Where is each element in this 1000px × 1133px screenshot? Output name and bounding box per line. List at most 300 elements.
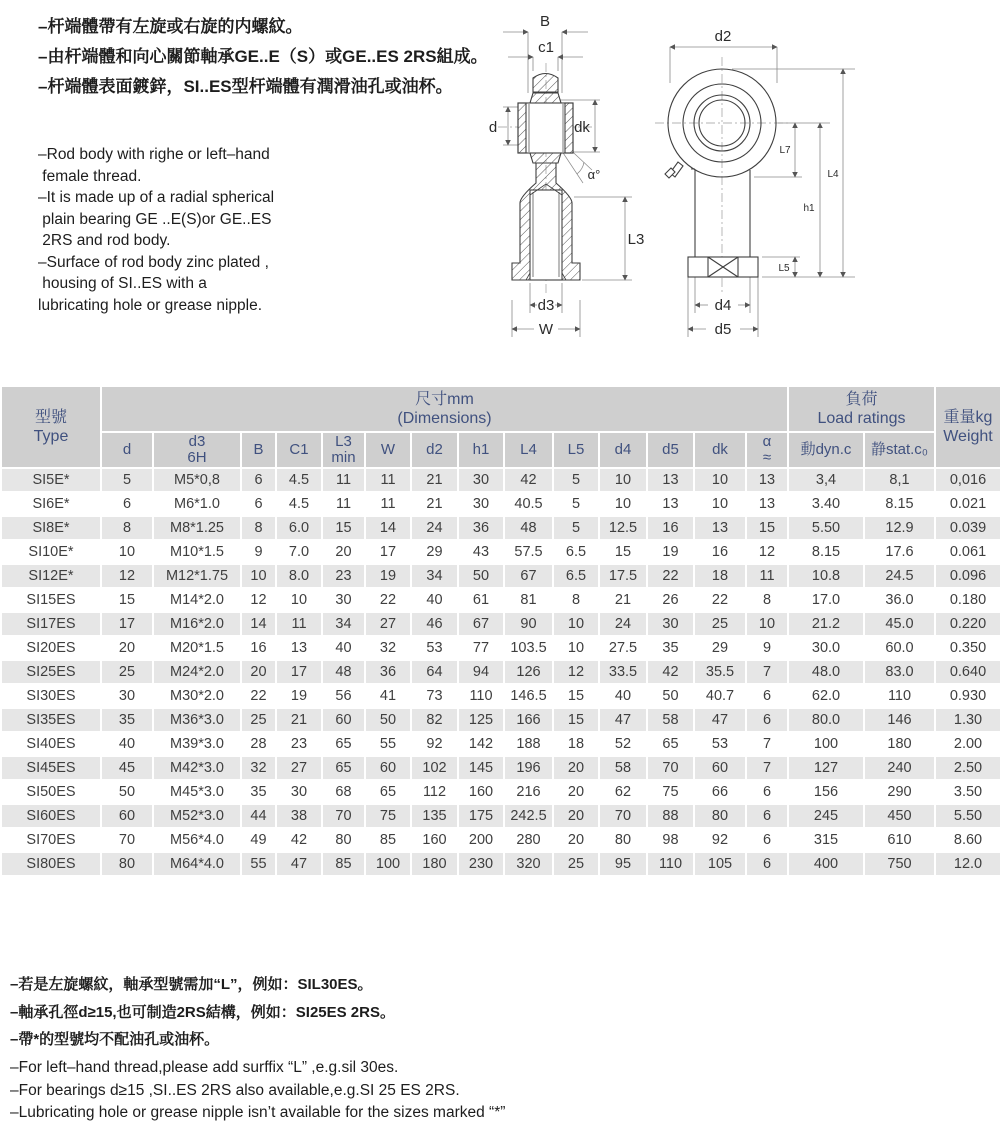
value-cell: 56 (322, 684, 365, 708)
header-dims-zh: 尺寸mm (415, 391, 474, 408)
intro-zh-line: –杆端體表面鍍鋅，SI..ES型杆端體有潤滑油孔或油杯。 (38, 77, 453, 96)
intro-en-line: –Rod body with righe or left–hand (38, 146, 270, 163)
type-cell: SI40ES (1, 732, 101, 756)
value-cell: 17.6 (864, 540, 935, 564)
type-cell: SI80ES (1, 852, 101, 876)
header-dim-W: W (365, 432, 411, 468)
value-cell: 30 (322, 588, 365, 612)
value-cell: 40.7 (694, 684, 746, 708)
value-cell: 28 (241, 732, 276, 756)
intro-en-line: plain bearing GE ..E(S)or GE..ES (38, 210, 272, 228)
value-cell: 22 (694, 588, 746, 612)
type-cell: SI12E* (1, 564, 101, 588)
type-cell: SI15ES (1, 588, 101, 612)
value-cell: 240 (864, 756, 935, 780)
table-row (1, 852, 1000, 876)
value-cell: 146 (864, 708, 935, 732)
value-cell: 35 (241, 780, 276, 804)
header-dim-L5: L5 (553, 432, 599, 468)
intro-en-line: lubricating hole or grease nipple. (38, 296, 263, 314)
value-cell: 13 (694, 516, 746, 540)
value-cell: 15 (599, 540, 647, 564)
value-cell: 22 (647, 564, 694, 588)
header-type-zh: 型號 (34, 409, 67, 426)
value-cell: M24*2.0 (153, 660, 241, 684)
value-cell: 0.640 (935, 660, 1000, 684)
value-cell: 92 (694, 828, 746, 852)
value-cell: 36 (458, 516, 504, 540)
value-cell: 156 (788, 780, 864, 804)
value-cell: 6.5 (553, 540, 599, 564)
value-cell: 25 (101, 660, 153, 684)
table-row (1, 804, 1000, 828)
value-cell: 230 (458, 852, 504, 876)
value-cell: 42 (276, 828, 322, 852)
value-cell: 80 (599, 828, 647, 852)
table-row (1, 468, 1000, 492)
intro-english-block (38, 144, 274, 316)
value-cell: 0.039 (935, 516, 1000, 540)
value-cell: 9 (746, 636, 788, 660)
value-cell: 180 (411, 852, 458, 876)
dim-label-alpha: α° (587, 167, 601, 182)
value-cell: 66 (694, 780, 746, 804)
value-cell: 11 (322, 492, 365, 516)
value-cell: 47 (276, 852, 322, 876)
value-cell: 20 (322, 540, 365, 564)
dim-label-d3: d3 (537, 297, 555, 314)
value-cell: 25 (694, 612, 746, 636)
bore-circle (699, 100, 745, 146)
value-cell: 17.0 (788, 588, 864, 612)
value-cell: 64 (411, 660, 458, 684)
value-cell: 53 (694, 732, 746, 756)
type-cell: SI6E* (1, 492, 101, 516)
value-cell: 7 (746, 660, 788, 684)
value-cell: 44 (241, 804, 276, 828)
value-cell: 216 (504, 780, 553, 804)
value-cell: 30 (101, 684, 153, 708)
value-cell: 15 (553, 684, 599, 708)
value-cell: 92 (411, 732, 458, 756)
header-dim-L3: L3 min (322, 432, 365, 468)
value-cell: 13 (746, 468, 788, 492)
value-cell: 70 (322, 804, 365, 828)
header-dim-d4: d4 (599, 432, 647, 468)
table-row (1, 756, 1000, 780)
value-cell: M30*2.0 (153, 684, 241, 708)
header-type-en: Type (33, 428, 69, 445)
header-dimensions (101, 386, 788, 432)
value-cell: M52*3.0 (153, 804, 241, 828)
value-cell: M45*3.0 (153, 780, 241, 804)
value-cell: 5.50 (935, 804, 1000, 828)
value-cell: 67 (504, 564, 553, 588)
value-cell: M64*4.0 (153, 852, 241, 876)
type-cell: SI50ES (1, 780, 101, 804)
header-load-col-1: 静stat.c₀ (864, 432, 935, 468)
value-cell: 7 (746, 732, 788, 756)
value-cell: 22 (365, 588, 411, 612)
intro-zh-line: –杆端體帶有左旋或右旋的内螺紋。 (38, 17, 303, 36)
value-cell: 112 (411, 780, 458, 804)
type-cell: SI45ES (1, 756, 101, 780)
header-dim-C1: C1 (276, 432, 322, 468)
value-cell: 98 (647, 828, 694, 852)
value-cell: 30 (458, 468, 504, 492)
value-cell: M36*3.0 (153, 708, 241, 732)
value-cell: 4.5 (276, 492, 322, 516)
type-cell: SI17ES (1, 612, 101, 636)
value-cell: 67 (458, 612, 504, 636)
value-cell: 19 (276, 684, 322, 708)
notes-chinese-block (10, 971, 395, 1054)
value-cell: M39*3.0 (153, 732, 241, 756)
header-dim-dk: dk (694, 432, 746, 468)
value-cell: 50 (101, 780, 153, 804)
value-cell: 8 (241, 516, 276, 540)
type-cell: SI35ES (1, 708, 101, 732)
value-cell: 0.021 (935, 492, 1000, 516)
value-cell: 0.350 (935, 636, 1000, 660)
type-cell: SI25ES (1, 660, 101, 684)
header-dim-d3: d3 6H (153, 432, 241, 468)
value-cell: 4.5 (276, 468, 322, 492)
value-cell: 32 (365, 636, 411, 660)
header-dim-d2: d2 (411, 432, 458, 468)
value-cell: 450 (864, 804, 935, 828)
value-cell: 320 (504, 852, 553, 876)
value-cell: 5 (553, 516, 599, 540)
value-cell: 36 (365, 660, 411, 684)
value-cell: M5*0,8 (153, 468, 241, 492)
value-cell: 10 (553, 612, 599, 636)
dim-label-W: W (538, 321, 554, 338)
header-type (1, 386, 101, 468)
value-cell: 6 (241, 492, 276, 516)
value-cell: 11 (365, 468, 411, 492)
value-cell: 70 (647, 756, 694, 780)
dim-label-d4: d4 (714, 297, 732, 314)
value-cell: 146.5 (504, 684, 553, 708)
type-cell: SI5E* (1, 468, 101, 492)
value-cell: 110 (864, 684, 935, 708)
value-cell: 53 (411, 636, 458, 660)
value-cell: 8,1 (864, 468, 935, 492)
value-cell: 5 (553, 468, 599, 492)
table-row (1, 684, 1000, 708)
value-cell: 1.30 (935, 708, 1000, 732)
value-cell: 11 (322, 468, 365, 492)
value-cell: 10 (553, 636, 599, 660)
value-cell: 60 (322, 708, 365, 732)
value-cell: 65 (365, 780, 411, 804)
header-weight (935, 386, 1000, 468)
value-cell: 9 (241, 540, 276, 564)
value-cell: 610 (864, 828, 935, 852)
value-cell: 80 (322, 828, 365, 852)
table-row (1, 492, 1000, 516)
value-cell: 142 (458, 732, 504, 756)
intro-en-line: –Surface of rod body zinc plated , (38, 253, 269, 271)
value-cell: 24 (599, 612, 647, 636)
value-cell: 13 (647, 468, 694, 492)
header-dim-d: d (101, 432, 153, 468)
value-cell: 12 (746, 540, 788, 564)
value-cell: 48.0 (788, 660, 864, 684)
intro-chinese-block (38, 12, 488, 102)
value-cell: 60 (101, 804, 153, 828)
value-cell: 6.0 (276, 516, 322, 540)
value-cell: 10.8 (788, 564, 864, 588)
dim-label-c1: c1 (538, 39, 554, 56)
value-cell: 6 (241, 468, 276, 492)
value-cell: 58 (647, 708, 694, 732)
value-cell: 70 (101, 828, 153, 852)
type-cell: SI20ES (1, 636, 101, 660)
value-cell: 70 (599, 804, 647, 828)
value-cell: 30 (458, 492, 504, 516)
value-cell: 6 (746, 852, 788, 876)
value-cell: 58 (599, 756, 647, 780)
value-cell: 0.220 (935, 612, 1000, 636)
header-dims-en: (Dimensions) (397, 410, 492, 427)
value-cell: 94 (458, 660, 504, 684)
value-cell: 10 (746, 612, 788, 636)
value-cell: 81 (504, 588, 553, 612)
table-row (1, 828, 1000, 852)
value-cell: 15 (101, 588, 153, 612)
header-load-ratings (788, 386, 935, 432)
value-cell: 42 (647, 660, 694, 684)
value-cell: 22 (241, 684, 276, 708)
value-cell: 13 (276, 636, 322, 660)
value-cell: 40 (101, 732, 153, 756)
value-cell: 127 (788, 756, 864, 780)
grease-nipple (665, 162, 683, 178)
value-cell: 38 (276, 804, 322, 828)
value-cell: 3.50 (935, 780, 1000, 804)
side-dim-lines (503, 32, 632, 337)
value-cell: 18 (694, 564, 746, 588)
header-dim-h1: h1 (458, 432, 504, 468)
value-cell: 27 (365, 612, 411, 636)
value-cell: 200 (458, 828, 504, 852)
value-cell: 23 (276, 732, 322, 756)
header-weight-zh: 重量kg (943, 409, 993, 426)
value-cell: 7 (746, 756, 788, 780)
value-cell: 5.50 (788, 516, 864, 540)
value-cell: 16 (647, 516, 694, 540)
table-row (1, 732, 1000, 756)
value-cell: 20 (101, 636, 153, 660)
header-dim-d5: d5 (647, 432, 694, 468)
value-cell: 242.5 (504, 804, 553, 828)
side-view-drawing (480, 5, 660, 350)
value-cell: 83.0 (864, 660, 935, 684)
value-cell: 49 (241, 828, 276, 852)
value-cell: 6 (746, 780, 788, 804)
value-cell: 12 (101, 564, 153, 588)
notes-zh-line: –若是左旋螺紋，軸承型號需加“L”，例如：SIL30ES。 (10, 976, 373, 993)
header-load-en: Load ratings (817, 410, 906, 427)
value-cell: 11 (276, 612, 322, 636)
value-cell: 19 (365, 564, 411, 588)
table-row (1, 588, 1000, 612)
value-cell: 25 (241, 708, 276, 732)
value-cell: 10 (599, 492, 647, 516)
value-cell: 60 (365, 756, 411, 780)
header-dim-alpha: α ≈ (746, 432, 788, 468)
value-cell: 10 (694, 468, 746, 492)
notes-en-line: –For left–hand thread,please add surffix “L” ,e.g.sil 30es. (10, 1059, 399, 1076)
value-cell: 8.15 (864, 492, 935, 516)
value-cell: 23 (322, 564, 365, 588)
value-cell: 2.50 (935, 756, 1000, 780)
value-cell: 15 (553, 708, 599, 732)
notes-english-block (10, 1057, 505, 1125)
value-cell: 6 (746, 804, 788, 828)
header-load-col-0: 動dyn.c (788, 432, 864, 468)
value-cell: 32 (241, 756, 276, 780)
value-cell: 77 (458, 636, 504, 660)
value-cell: 10 (101, 540, 153, 564)
value-cell: 6 (746, 828, 788, 852)
header-weight-en: Weight (943, 428, 993, 445)
notes-zh-line: –軸承孔徑d≥15,也可制造2RS結構，例如：SI25ES 2RS。 (10, 1003, 395, 1021)
value-cell: 5 (101, 468, 153, 492)
value-cell: 85 (322, 852, 365, 876)
value-cell: 7.0 (276, 540, 322, 564)
value-cell: 88 (647, 804, 694, 828)
value-cell: 13 (746, 492, 788, 516)
intro-en-line: 2RS and rod body. (38, 232, 171, 249)
value-cell: 43 (458, 540, 504, 564)
dim-label-d: d (488, 119, 498, 136)
value-cell: 21 (276, 708, 322, 732)
value-cell: 0.930 (935, 684, 1000, 708)
table-body (1, 468, 1000, 876)
type-cell: SI30ES (1, 684, 101, 708)
dim-label-B: B (539, 13, 551, 30)
value-cell: 3.40 (788, 492, 864, 516)
value-cell: M16*2.0 (153, 612, 241, 636)
notes-en-line: –Lubricating hole or grease nipple isn’t available for the sizes marked “*” (10, 1104, 506, 1121)
value-cell: 12.9 (864, 516, 935, 540)
value-cell: 27.5 (599, 636, 647, 660)
value-cell: 20 (553, 756, 599, 780)
value-cell: 21.2 (788, 612, 864, 636)
value-cell: 160 (458, 780, 504, 804)
dim-label-dk: dk (574, 119, 590, 136)
value-cell: 68 (322, 780, 365, 804)
intro-en-line: female thread. (38, 167, 142, 185)
value-cell: 105 (694, 852, 746, 876)
value-cell: 160 (411, 828, 458, 852)
value-cell: 0,016 (935, 468, 1000, 492)
dim-label-L5: L5 (778, 263, 790, 274)
value-cell: 135 (411, 804, 458, 828)
value-cell: 8.15 (788, 540, 864, 564)
value-cell: 45 (101, 756, 153, 780)
value-cell: 10 (694, 492, 746, 516)
intro-zh-line: –由杆端體和向心關節軸承GE..E（S）或GE..ES 2RS組成。 (38, 47, 488, 66)
value-cell: 50 (458, 564, 504, 588)
notes-zh-line: –帶*的型號均不配油孔或油杯。 (10, 1031, 220, 1048)
value-cell: 188 (504, 732, 553, 756)
value-cell: 40 (599, 684, 647, 708)
value-cell: 55 (365, 732, 411, 756)
value-cell: 100 (788, 732, 864, 756)
value-cell: 36.0 (864, 588, 935, 612)
table-header (1, 386, 1000, 468)
value-cell: 166 (504, 708, 553, 732)
value-cell: 15 (746, 516, 788, 540)
value-cell: 17 (365, 540, 411, 564)
dimensions-table-wrap (0, 385, 1000, 877)
value-cell: 6 (746, 708, 788, 732)
value-cell: 65 (322, 732, 365, 756)
value-cell: 24.5 (864, 564, 935, 588)
value-cell: 20 (553, 780, 599, 804)
header-load-zh: 負荷 (845, 391, 878, 408)
value-cell: 400 (788, 852, 864, 876)
value-cell: 8 (553, 588, 599, 612)
value-cell: 62.0 (788, 684, 864, 708)
value-cell: 110 (458, 684, 504, 708)
value-cell: 52 (599, 732, 647, 756)
value-cell: 180 (864, 732, 935, 756)
type-cell: SI8E* (1, 516, 101, 540)
value-cell: 34 (322, 612, 365, 636)
value-cell: 35 (101, 708, 153, 732)
value-cell: 21 (599, 588, 647, 612)
value-cell: 110 (647, 852, 694, 876)
value-cell: 45.0 (864, 612, 935, 636)
value-cell: 10 (276, 588, 322, 612)
value-cell: 47 (599, 708, 647, 732)
type-cell: SI70ES (1, 828, 101, 852)
header-dim-L4: L4 (504, 432, 553, 468)
table-row (1, 612, 1000, 636)
value-cell: 0.096 (935, 564, 1000, 588)
value-cell: 11 (746, 564, 788, 588)
value-cell: 40 (322, 636, 365, 660)
value-cell: 17 (276, 660, 322, 684)
value-cell: 6 (101, 492, 153, 516)
value-cell: 82 (411, 708, 458, 732)
value-cell: 15 (322, 516, 365, 540)
value-cell: 175 (458, 804, 504, 828)
value-cell: M14*2.0 (153, 588, 241, 612)
value-cell: 40 (411, 588, 458, 612)
value-cell: 102 (411, 756, 458, 780)
intro-en-line: housing of SI..ES with a (38, 275, 207, 292)
value-cell: 13 (647, 492, 694, 516)
value-cell: 21 (411, 468, 458, 492)
table-row (1, 564, 1000, 588)
table-row (1, 780, 1000, 804)
dim-label-d2: d2 (714, 28, 732, 45)
value-cell: 33.5 (599, 660, 647, 684)
value-cell: 61 (458, 588, 504, 612)
value-cell: 65 (647, 732, 694, 756)
table-row (1, 660, 1000, 684)
value-cell: 20 (553, 828, 599, 852)
value-cell: 25 (553, 852, 599, 876)
value-cell: 280 (504, 828, 553, 852)
value-cell: 125 (458, 708, 504, 732)
